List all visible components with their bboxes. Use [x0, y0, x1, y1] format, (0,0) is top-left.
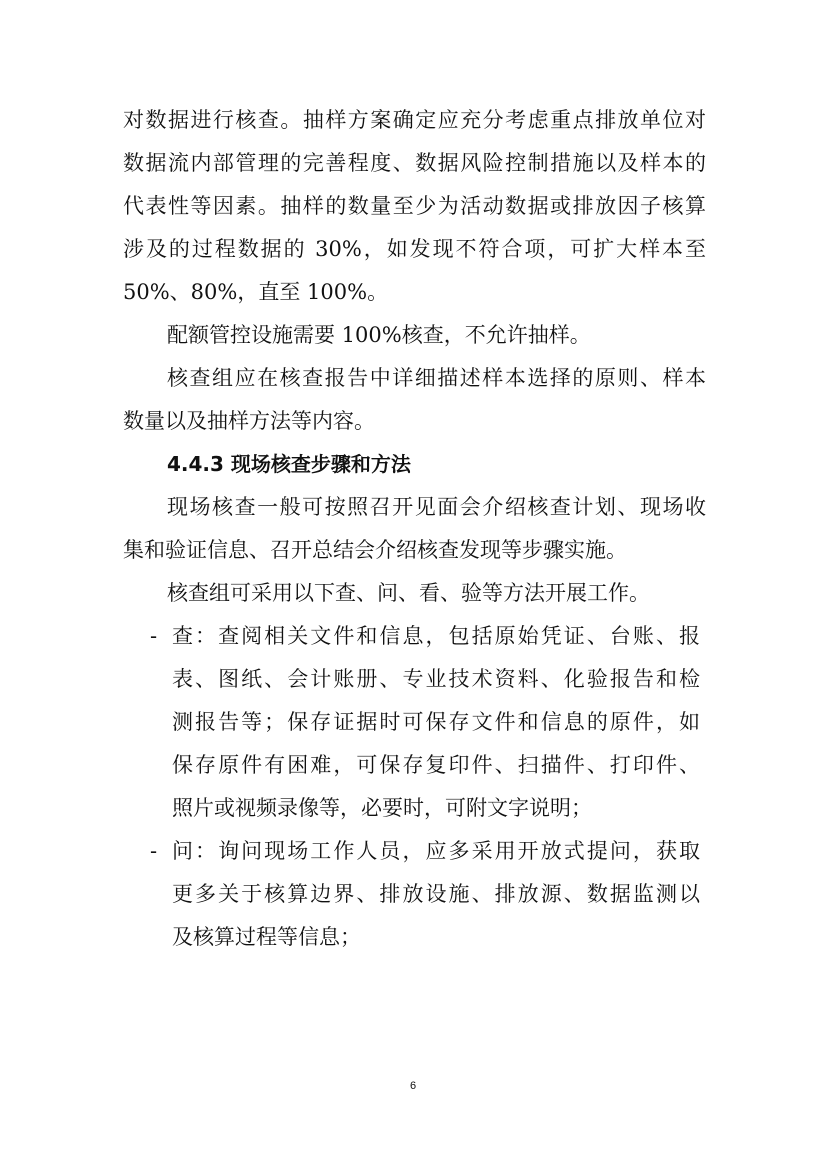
text-line: 50%、80%，直至 100%。	[123, 280, 389, 304]
text-line: 保存原件有困难，可保存复印件、扫描件、打印件、	[172, 753, 700, 777]
text-line: 及核算过程等信息；	[172, 925, 361, 949]
text-line: 对数据进行核查。抽样方案确定应充分考虑重点排放单位对	[123, 108, 706, 132]
text-line: 更多关于核算边界、排放设施、排放源、数据监测以	[172, 882, 700, 906]
text-line: 数据流内部管理的完善程度、数据风险控制措施以及样本的	[123, 151, 706, 175]
bullet-dash: -	[150, 839, 158, 863]
text-line: 核查组应在核查报告中详细描述样本选择的原则、样本	[167, 366, 706, 390]
section-heading: 4.4.3 现场核查步骤和方法	[167, 452, 411, 476]
paragraph-quota-facilities: 配额管控设施需要 100%核查，不允许抽样。	[167, 323, 591, 347]
paragraph-methods: 核查组可采用以下查、问、看、验等方法开展工作。	[167, 581, 650, 605]
text-line: 照片或视频录像等，必要时，可附文字说明；	[172, 796, 592, 820]
text-line: 涉及的过程数据的 30%，如发现不符合项，可扩大样本至	[123, 237, 706, 261]
page-number: 6	[409, 1080, 417, 1092]
text-line: 测报告等；保存证据时可保存文件和信息的原件，如	[172, 710, 700, 734]
bullet-dash: -	[150, 624, 158, 648]
text-line: 集和验证信息、召开总结会介绍核查发现等步骤实施。	[123, 538, 627, 562]
text-line: 代表性等因素。抽样的数量至少为活动数据或排放因子核算	[123, 194, 706, 218]
text-line: 表、图纸、会计账册、专业技术资料、化验报告和检	[172, 667, 700, 691]
text-line: 查：查阅相关文件和信息，包括原始凭证、台账、报	[172, 624, 700, 648]
text-line: 问：询问现场工作人员，应多采用开放式提问，获取	[172, 839, 700, 863]
text-line: 现场核查一般可按照召开见面会介绍核查计划、现场收	[167, 495, 706, 519]
text-line: 数量以及抽样方法等内容。	[123, 409, 375, 433]
